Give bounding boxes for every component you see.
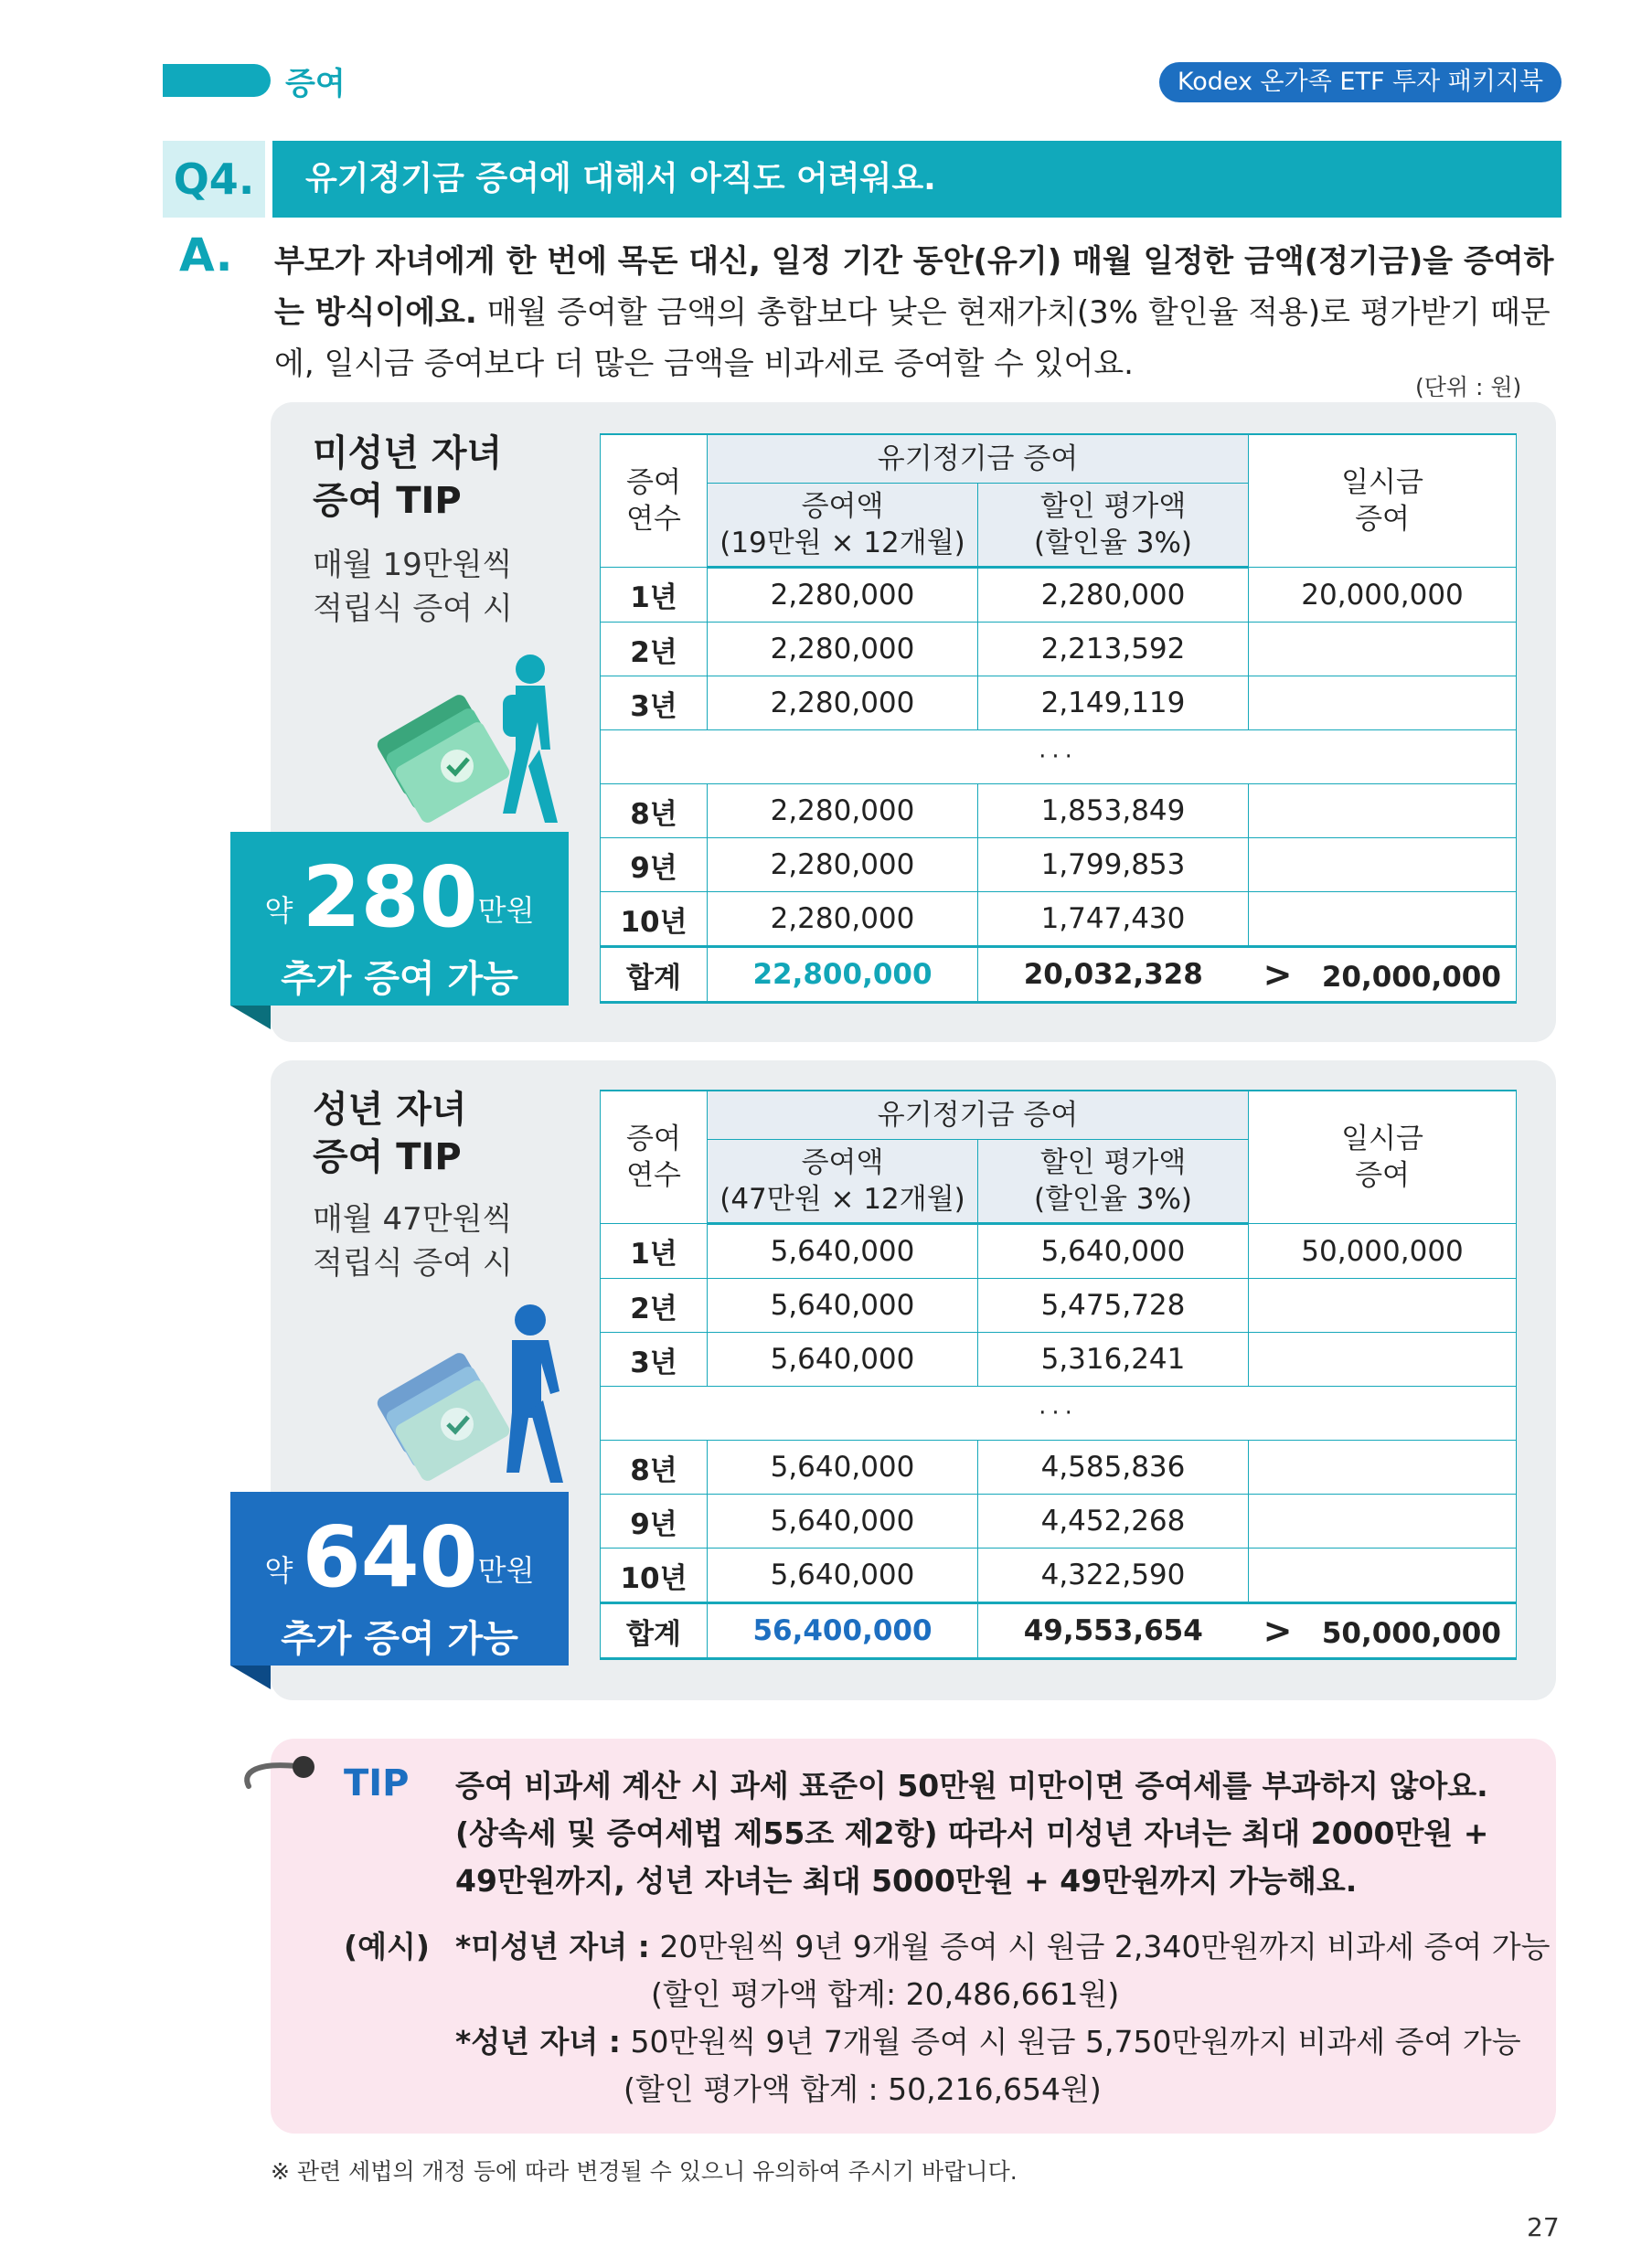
ellipsis-row (601, 1387, 1517, 1441)
example-adult-sub: (할인 평가액 합계 : 50,216,654원) (623, 2071, 1102, 2107)
cell-discount: 4,585,836 (978, 1441, 1249, 1495)
answer-text (274, 236, 1554, 389)
col-amount-label: 증여액 (801, 1146, 884, 1179)
adult-banner (230, 1492, 569, 1666)
minor-banner-line2: 추가 증여 가능 (281, 958, 518, 1000)
adult-banner-number: 640 (302, 1508, 478, 1606)
adult-silhouette-icon (506, 1304, 563, 1483)
minor-banner-prefix: 약 (264, 893, 293, 928)
cell-year: 1년 (601, 1224, 708, 1279)
cell-lump (1249, 1333, 1517, 1387)
ellipsis: ··· (601, 1387, 1517, 1441)
table-row (601, 676, 1517, 730)
table-row (601, 838, 1517, 892)
ellipsis: ··· (601, 730, 1517, 784)
adult-title: 성년 자녀 증여 TIP (313, 1089, 467, 1178)
cell-discount: 1,853,849 (978, 784, 1249, 838)
cell-amount: 2,280,000 (708, 784, 978, 838)
col-amount-sub: (19만원 × 12개월) (719, 527, 965, 559)
greater-than-icon: > (1263, 954, 1293, 995)
col-discount-sub: (할인율 3%) (1033, 1183, 1193, 1216)
table-row (601, 892, 1517, 947)
total-lump-value: 20,000,000 (1321, 961, 1501, 994)
cell-year: 10년 (601, 1549, 708, 1603)
cell-lump (1249, 838, 1517, 892)
minor-banner-fold (230, 1006, 271, 1029)
cell-lump: 50,000,000 (1249, 1224, 1517, 1279)
cell-lump (1249, 1279, 1517, 1333)
cell-amount: 5,640,000 (708, 1549, 978, 1603)
col-amount-label: 증여액 (801, 490, 884, 523)
cell-lump (1249, 623, 1517, 676)
cell-amount: 5,640,000 (708, 1333, 978, 1387)
cell-lump (1249, 676, 1517, 730)
col-discount (978, 484, 1249, 568)
cell-lump (1249, 1441, 1517, 1495)
answer-rest: 매월 증여할 금액의 총합보다 낮은 현재가치(3% 할인율 적용)로 평가받기 때문에, 일시금 증여보다 더 많은 금액을 비과세로 증여할 수 있어요. (274, 294, 1551, 382)
cell-year: 10년 (601, 892, 708, 947)
cell-year: 9년 (601, 838, 708, 892)
page-number: 27 (1527, 2212, 1560, 2242)
cell-amount: 5,640,000 (708, 1279, 978, 1333)
unit-note: (단위 : 원) (1415, 374, 1522, 400)
cell-year: 9년 (601, 1495, 708, 1549)
money-stack-icon (375, 692, 512, 825)
cell-discount: 2,280,000 (978, 568, 1249, 623)
cell-amount: 2,280,000 (708, 838, 978, 892)
col-discount-sub: (할인율 3%) (1033, 527, 1193, 559)
example-adult-label: *성년 자녀 : (455, 2024, 621, 2059)
cell-lump (1249, 784, 1517, 838)
col-amount (708, 484, 978, 568)
cell-total-amount: 56,400,000 (708, 1603, 978, 1659)
col-discount (978, 1140, 1249, 1224)
col-discount-label: 할인 평가액 (1039, 490, 1187, 523)
total-lump-value: 50,000,000 (1321, 1617, 1501, 1650)
table-row (601, 623, 1517, 676)
minor-table (600, 433, 1517, 1004)
section-marker-bar (163, 64, 271, 97)
money-stack-icon (375, 1350, 512, 1484)
tip-label: TIP (344, 1762, 410, 1804)
cell-amount: 2,280,000 (708, 623, 978, 676)
cell-year: 8년 (601, 784, 708, 838)
money-adult-illustration (366, 1298, 594, 1499)
cell-amount: 5,640,000 (708, 1441, 978, 1495)
money-child-illustration (366, 640, 594, 841)
cell-discount: 1,747,430 (978, 892, 1249, 947)
cell-total-label: 합계 (601, 1603, 708, 1659)
example-minor-label: *미성년 자녀 : (455, 1929, 650, 1964)
adult-table (600, 1090, 1517, 1660)
cell-lump (1249, 1549, 1517, 1603)
col-lump: 일시금 증여 (1249, 1091, 1517, 1224)
table-row (601, 784, 1517, 838)
cell-lump: 20,000,000 (1249, 568, 1517, 623)
table-row (601, 1495, 1517, 1549)
footnote: ※ 관련 세법의 개정 등에 따라 변경될 수 있으니 유의하여 주시기 바랍니다. (271, 2158, 1018, 2185)
pin-icon (240, 1753, 322, 1799)
cell-amount: 5,640,000 (708, 1224, 978, 1279)
cell-total-lump (1249, 1603, 1517, 1659)
adult-banner-suffix: 만원 (477, 1553, 535, 1588)
table-row (601, 1279, 1517, 1333)
col-lump: 일시금 증여 (1249, 434, 1517, 568)
example-adult-text: 50만원씩 9년 7개월 증여 시 원금 5,750만원까지 비과세 증여 가능 (620, 2024, 1521, 2059)
cell-amount: 2,280,000 (708, 892, 978, 947)
adult-banner-line2: 추가 증여 가능 (281, 1618, 518, 1660)
cell-lump (1249, 892, 1517, 947)
cell-discount: 5,475,728 (978, 1279, 1249, 1333)
cell-amount: 5,640,000 (708, 1495, 978, 1549)
cell-amount: 2,280,000 (708, 568, 978, 623)
question-label: Q4. (163, 141, 265, 218)
minor-banner (230, 832, 569, 1006)
minor-banner-number: 280 (302, 848, 478, 946)
cell-year: 3년 (601, 1333, 708, 1387)
col-amount-sub: (47만원 × 12개월) (719, 1183, 965, 1216)
example-label: (예시) (344, 1929, 430, 1964)
table-row (601, 1441, 1517, 1495)
total-discount-value: 49,553,654 (1023, 1614, 1203, 1647)
col-periodic: 유기정기금 증여 (708, 434, 1249, 484)
cell-year: 2년 (601, 1279, 708, 1333)
total-discount-value: 20,032,328 (1023, 958, 1203, 991)
cell-amount: 2,280,000 (708, 676, 978, 730)
book-title-badge: Kodex 온가족 ETF 투자 패키지북 (1159, 62, 1561, 102)
minor-subtitle: 매월 19만원씩 적립식 증여 시 (313, 547, 513, 627)
col-discount-label: 할인 평가액 (1039, 1146, 1187, 1179)
greater-than-icon: > (1263, 1611, 1293, 1651)
answer-label: A. (179, 229, 233, 282)
tip-text: 증여 비과세 계산 시 과세 표준이 50만원 미만이면 증여세를 부과하지 않아요. (상속세 및 증여세법 제55조 제2항) 따라서 미성년 자녀는 최대 2000만원 + 49만원까지, 성년 자녀는 최대 5000만원 + 49만원까지 가능해요. (455, 1768, 1489, 1899)
question-text: 유기정기금 증여에 대해서 아직도 어려워요. (272, 141, 1561, 218)
section-title: 증여 (285, 66, 346, 102)
adult-banner-prefix: 약 (264, 1553, 293, 1588)
cell-discount: 4,452,268 (978, 1495, 1249, 1549)
cell-discount: 2,213,592 (978, 623, 1249, 676)
cell-year: 8년 (601, 1441, 708, 1495)
cell-discount: 1,799,853 (978, 838, 1249, 892)
cell-discount: 2,149,119 (978, 676, 1249, 730)
minor-title: 미성년 자녀 증여 TIP (313, 432, 503, 522)
adult-banner-fold (230, 1666, 271, 1689)
total-row (601, 1603, 1517, 1659)
cell-discount: 4,322,590 (978, 1549, 1249, 1603)
table-row (601, 568, 1517, 623)
example-minor-sub: (할인 평가액 합계: 20,486,661원) (651, 1976, 1120, 2012)
cell-total-discount (978, 947, 1249, 1003)
cell-total-label: 합계 (601, 947, 708, 1003)
cell-year: 3년 (601, 676, 708, 730)
ellipsis-row (601, 730, 1517, 784)
total-row (601, 947, 1517, 1003)
cell-total-lump (1249, 947, 1517, 1003)
cell-year: 2년 (601, 623, 708, 676)
example-minor (455, 1923, 1551, 1971)
table-row (601, 1549, 1517, 1603)
col-amount (708, 1140, 978, 1224)
minor-banner-suffix: 만원 (477, 893, 535, 928)
col-year: 증여 연수 (601, 434, 708, 568)
table-row (601, 1224, 1517, 1279)
answer-bold: 부모가 자녀에게 한 번에 목돈 대신, 일정 기간 동안(유기) 매월 일정한 금액(정기금)을 증여하는 방식이에요. (274, 243, 1554, 331)
cell-total-amount: 22,800,000 (708, 947, 978, 1003)
cell-lump (1249, 1495, 1517, 1549)
example-minor-text: 20만원씩 9년 9개월 증여 시 원금 2,340만원까지 비과세 증여 가능 (649, 1929, 1551, 1964)
cell-year: 1년 (601, 568, 708, 623)
cell-discount: 5,640,000 (978, 1224, 1249, 1279)
cell-total-discount (978, 1603, 1249, 1659)
col-periodic: 유기정기금 증여 (708, 1091, 1249, 1140)
child-silhouette-icon (503, 655, 558, 823)
adult-subtitle: 매월 47만원씩 적립식 증여 시 (313, 1201, 513, 1282)
table-row (601, 1333, 1517, 1387)
col-year: 증여 연수 (601, 1091, 708, 1224)
cell-discount: 5,316,241 (978, 1333, 1249, 1387)
example-adult (455, 2018, 1521, 2066)
